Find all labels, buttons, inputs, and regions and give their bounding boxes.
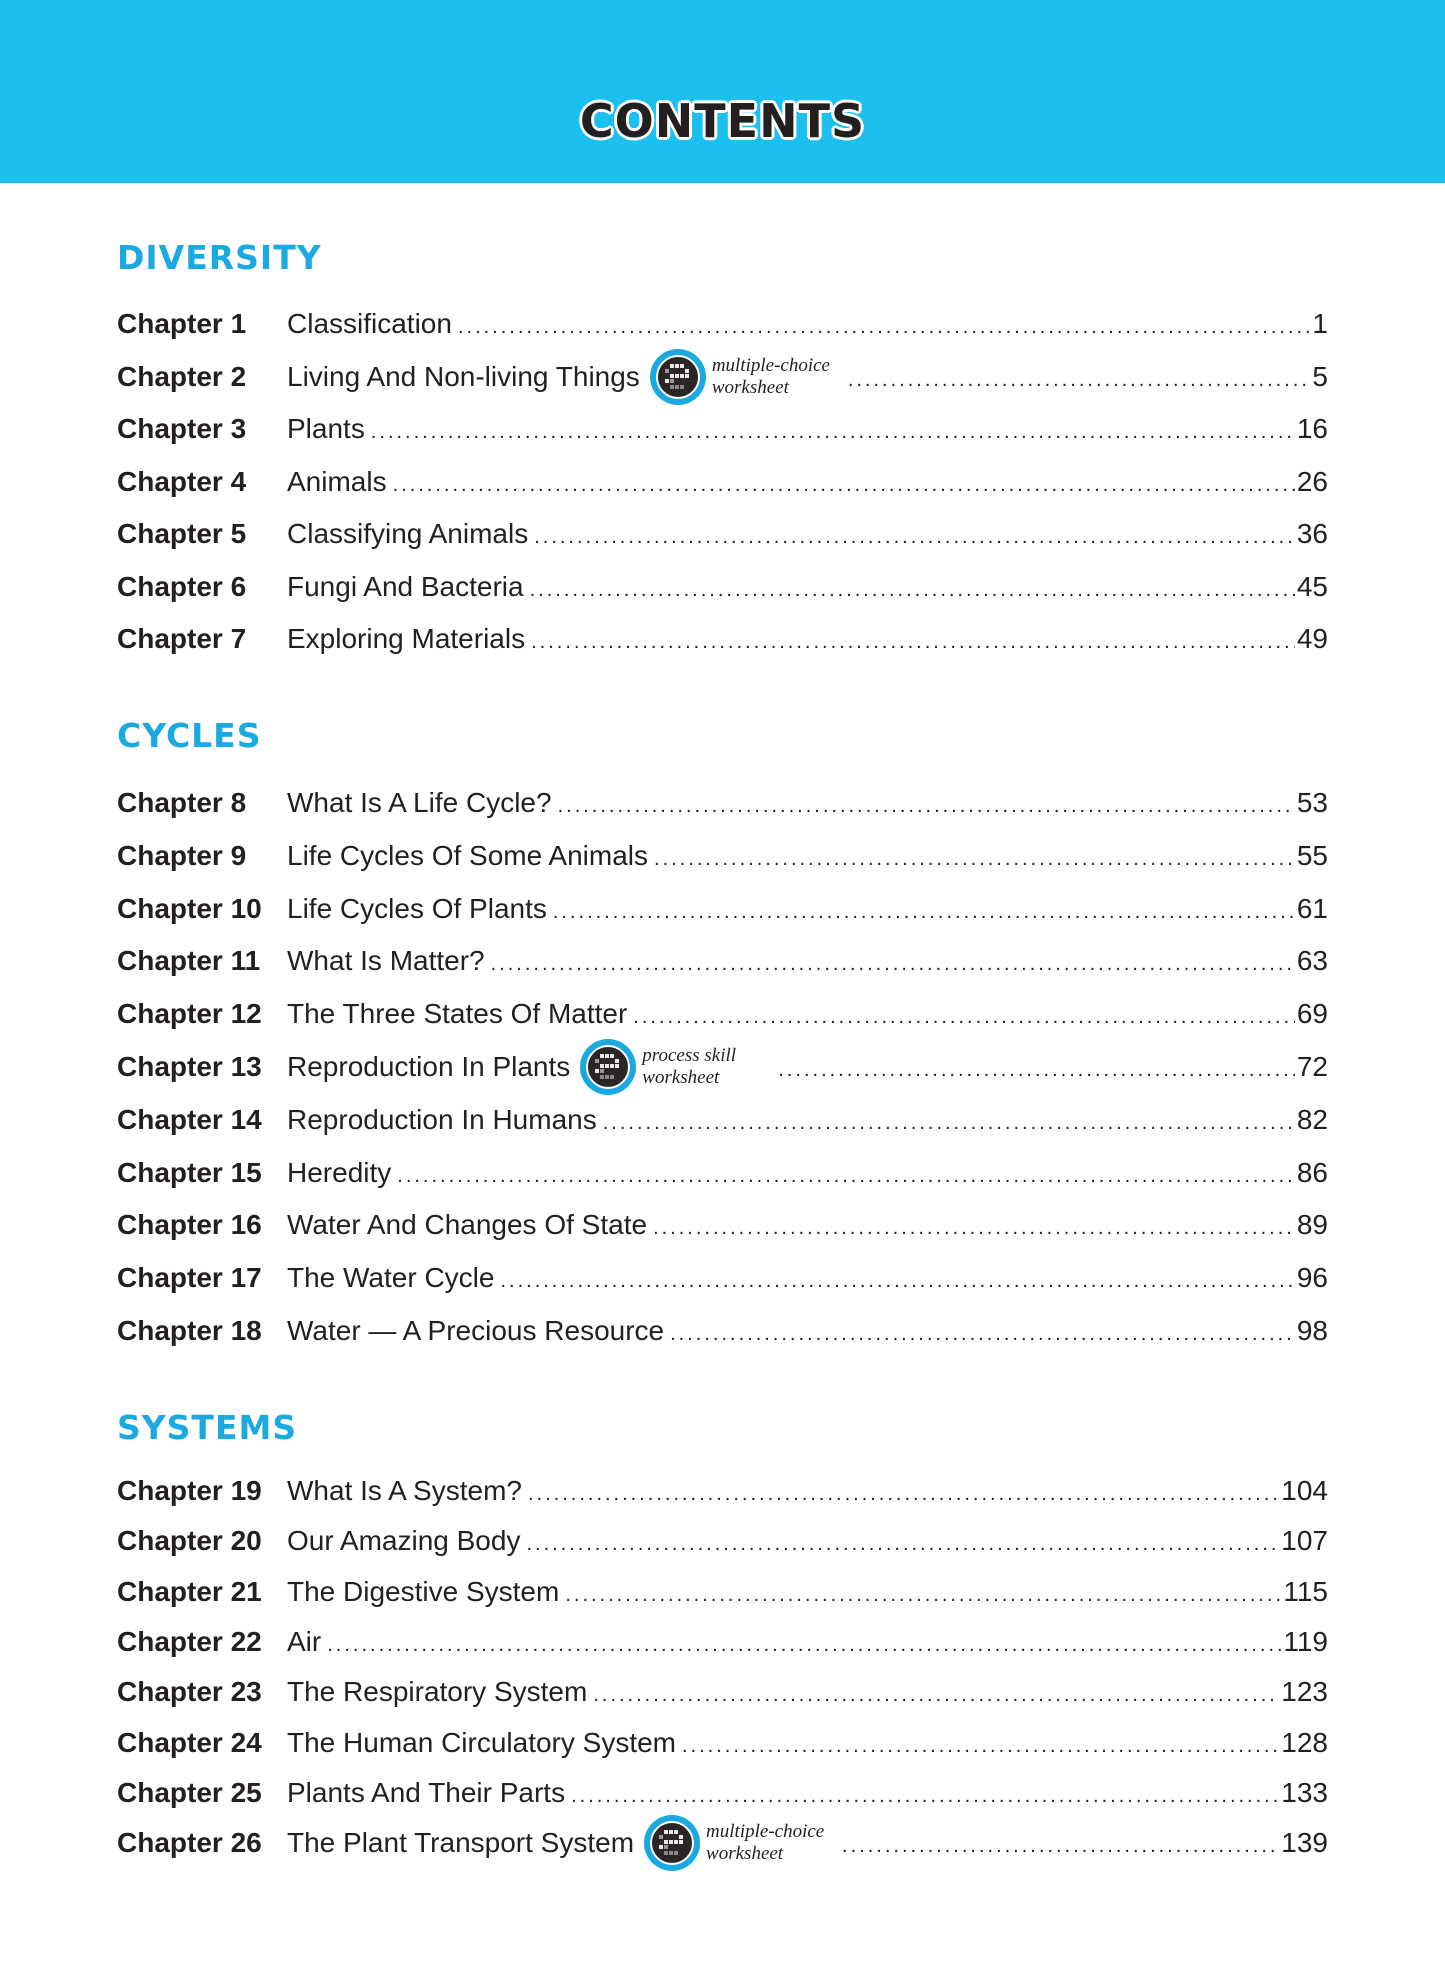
page-number[interactable]: 45	[1296, 570, 1328, 602]
chapter-number: Chapter 13	[117, 1051, 262, 1082]
chapter-title[interactable]: The Water Cycle	[287, 1262, 495, 1294]
dot-leader	[528, 1474, 1279, 1514]
chapter-title[interactable]: Classification	[287, 308, 452, 339]
chapter-number: Chapter 1	[117, 308, 247, 339]
dot-leader	[654, 839, 1295, 879]
chapter-title[interactable]: Fungi And Bacteria	[287, 570, 524, 602]
chapter-number: Chapter 2	[117, 360, 247, 392]
page-number[interactable]: 26	[1296, 465, 1328, 497]
worksheet-label	[642, 1045, 772, 1089]
chapter-number: Chapter 25	[117, 1776, 262, 1808]
page-number[interactable]: 5	[1312, 360, 1328, 392]
toc-entry[interactable]	[117, 514, 1328, 554]
page-number[interactable]: 36	[1296, 518, 1328, 549]
dot-leader	[848, 360, 1311, 400]
chapter-number: Chapter 15	[117, 1156, 262, 1188]
toc-entry[interactable]	[117, 1205, 1328, 1245]
chapter-number: Chapter 8	[117, 787, 247, 818]
dot-leader	[842, 1826, 1279, 1866]
toc-entry[interactable]	[117, 1311, 1328, 1351]
chapter-title[interactable]: Plants	[287, 413, 365, 444]
dot-leader	[603, 1103, 1295, 1143]
dot-leader	[491, 944, 1295, 984]
worksheet-badge[interactable]	[580, 1039, 772, 1095]
chapter-title[interactable]: Reproduction In Plants	[287, 1051, 571, 1082]
chapter-number: Chapter 22	[117, 1625, 262, 1657]
page-number[interactable]: 107	[1281, 1525, 1328, 1557]
toc-entry[interactable]	[117, 1723, 1328, 1763]
chapter-title[interactable]: Our Amazing Body	[287, 1525, 521, 1557]
chapter-number: Chapter 26	[117, 1827, 262, 1859]
page-number[interactable]: 104	[1281, 1475, 1328, 1506]
page-number[interactable]: 86	[1296, 1156, 1328, 1188]
toc-entry[interactable]	[117, 1521, 1328, 1561]
toc-entry[interactable]	[117, 409, 1328, 449]
worksheet-word: worksheet	[642, 1067, 720, 1088]
worksheet-label	[706, 1821, 836, 1865]
page-number[interactable]: 49	[1296, 623, 1328, 654]
dot-leader	[653, 1208, 1295, 1248]
toc-entry[interactable]	[117, 1823, 1328, 1863]
chapter-number: Chapter 3	[117, 413, 247, 444]
chapter-title[interactable]: Plants And Their Parts	[287, 1776, 566, 1808]
chapter-number: Chapter 21	[117, 1575, 262, 1607]
page-number[interactable]: 123	[1281, 1676, 1328, 1708]
chapter-title[interactable]: The Plant Transport System	[287, 1827, 635, 1859]
dot-leader	[327, 1625, 1281, 1665]
chapter-number: Chapter 10	[117, 892, 262, 924]
chapter-number: Chapter 5	[117, 518, 247, 549]
dot-leader	[397, 1156, 1295, 1196]
chapter-number: Chapter 17	[117, 1262, 262, 1294]
dot-leader	[500, 1261, 1294, 1301]
page-number[interactable]: 98	[1296, 1315, 1328, 1346]
dot-leader	[393, 465, 1295, 505]
toc-entry[interactable]	[117, 1153, 1328, 1193]
page-number[interactable]: 63	[1296, 945, 1328, 977]
chapter-title[interactable]: What Is A System?	[287, 1475, 522, 1506]
page-number[interactable]: 61	[1296, 892, 1328, 924]
toc-entry[interactable]	[117, 836, 1328, 876]
worksheet-type: process skill	[642, 1045, 737, 1066]
page-number[interactable]: 53	[1296, 787, 1328, 818]
page-number[interactable]: 82	[1296, 1103, 1328, 1135]
page-number[interactable]: 89	[1296, 1209, 1328, 1241]
chapter-number: Chapter 18	[117, 1315, 262, 1346]
page-number[interactable]: 96	[1296, 1262, 1328, 1294]
dot-leader	[534, 517, 1295, 557]
chapter-title[interactable]: Air	[287, 1625, 322, 1657]
dot-leader	[530, 570, 1295, 610]
chapter-title[interactable]: Animals	[287, 465, 387, 497]
worksheet-word: worksheet	[706, 1843, 784, 1865]
toc-entry[interactable]	[117, 619, 1328, 659]
chapter-title[interactable]: Heredity	[287, 1156, 392, 1188]
worksheet-word: worksheet	[711, 376, 789, 398]
crossword-worksheet-icon	[580, 1039, 636, 1095]
worksheet-badge[interactable]	[650, 349, 842, 405]
chapter-title[interactable]: Reproduction In Humans	[287, 1103, 597, 1135]
toc-entry[interactable]	[117, 1622, 1328, 1662]
dot-leader	[778, 1050, 1295, 1090]
worksheet-type: multiple-choice	[706, 1821, 825, 1843]
toc-entry[interactable]	[117, 1572, 1328, 1612]
chapter-title[interactable]: Water — A Precious Resource	[287, 1315, 665, 1346]
chapter-title[interactable]: The Human Circulatory System	[287, 1726, 677, 1758]
crossword-worksheet-icon	[650, 349, 706, 405]
chapter-number: Chapter 20	[117, 1525, 262, 1557]
toc-entry[interactable]	[117, 1047, 1328, 1087]
page-number[interactable]: 55	[1296, 839, 1328, 871]
toc-entry[interactable]	[117, 1773, 1328, 1813]
toc-entry[interactable]	[117, 1672, 1328, 1712]
section-title-diversity: DIVERSITY	[117, 238, 322, 277]
dot-leader	[565, 1575, 1281, 1615]
toc-entry[interactable]	[117, 462, 1328, 502]
chapter-number: Chapter 16	[117, 1209, 262, 1241]
chapter-title[interactable]: Water And Changes Of State	[287, 1209, 648, 1241]
dot-leader	[371, 412, 1295, 452]
chapter-title[interactable]: Life Cycles Of Plants	[287, 892, 547, 924]
page-title: CONTENTS	[579, 94, 866, 148]
toc-entry[interactable]	[117, 1258, 1328, 1298]
dot-leader	[682, 1726, 1279, 1766]
toc-entry[interactable]	[117, 941, 1328, 981]
toc-entry[interactable]	[117, 783, 1328, 823]
dot-leader	[553, 892, 1295, 932]
chapter-number: Chapter 23	[117, 1676, 262, 1708]
chapter-title[interactable]: Life Cycles Of Some Animals	[287, 839, 649, 871]
worksheet-type: multiple-choice	[711, 354, 830, 376]
dot-leader	[593, 1675, 1279, 1715]
page-number[interactable]: 128	[1281, 1726, 1328, 1758]
page-number[interactable]: 133	[1281, 1776, 1328, 1808]
dot-leader	[633, 997, 1295, 1037]
toc-entry[interactable]	[117, 889, 1328, 929]
contents-header-band	[0, 0, 1445, 183]
dot-leader	[670, 1314, 1295, 1354]
dot-leader	[458, 307, 1310, 347]
chapter-number: Chapter 6	[117, 570, 247, 602]
chapter-number: Chapter 19	[117, 1475, 262, 1506]
page-number[interactable]: 16	[1296, 413, 1328, 444]
chapter-title[interactable]: Living And Non-living Things	[287, 360, 640, 392]
dot-leader	[571, 1776, 1279, 1816]
worksheet-label	[712, 355, 842, 399]
chapter-title[interactable]: What Is Matter?	[287, 945, 485, 977]
chapter-title[interactable]: Exploring Materials	[287, 623, 526, 654]
chapter-title[interactable]: The Three States Of Matter	[287, 998, 628, 1030]
dot-leader	[531, 622, 1295, 662]
toc-entry[interactable]	[117, 567, 1328, 607]
chapter-title[interactable]: The Respiratory System	[287, 1676, 588, 1708]
dot-leader	[526, 1524, 1279, 1564]
page-number[interactable]: 115	[1283, 1575, 1328, 1607]
page-number[interactable]: 1	[1312, 308, 1328, 339]
worksheet-badge[interactable]	[644, 1815, 836, 1871]
chapter-title[interactable]: Classifying Animals	[287, 518, 529, 549]
page-number[interactable]: 72	[1296, 1051, 1328, 1082]
dot-leader	[558, 786, 1295, 826]
chapter-number: Chapter 24	[117, 1726, 262, 1758]
page-number[interactable]: 139	[1281, 1827, 1328, 1859]
chapter-title[interactable]: What Is A Life Cycle?	[287, 787, 552, 818]
chapter-number: Chapter 11	[117, 945, 261, 977]
section-title-systems: SYSTEMS	[117, 1408, 298, 1447]
toc-entry[interactable]	[117, 354, 1328, 398]
chapter-number: Chapter 7	[117, 623, 247, 654]
chapter-number: Chapter 14	[117, 1103, 262, 1135]
toc-entry[interactable]	[117, 304, 1328, 344]
chapter-number: Chapter 9	[117, 839, 247, 871]
section-title-cycles: CYCLES	[117, 716, 262, 755]
chapter-number: Chapter 12	[117, 998, 262, 1030]
page-number[interactable]: 69	[1296, 998, 1328, 1030]
crossword-worksheet-icon	[644, 1815, 700, 1871]
page-number[interactable]: 119	[1283, 1625, 1328, 1657]
chapter-title[interactable]: The Digestive System	[287, 1575, 560, 1607]
chapter-number: Chapter 4	[117, 465, 247, 497]
toc-entry[interactable]	[117, 994, 1328, 1034]
toc-entry[interactable]	[117, 1100, 1328, 1140]
toc-entry[interactable]	[117, 1471, 1328, 1511]
